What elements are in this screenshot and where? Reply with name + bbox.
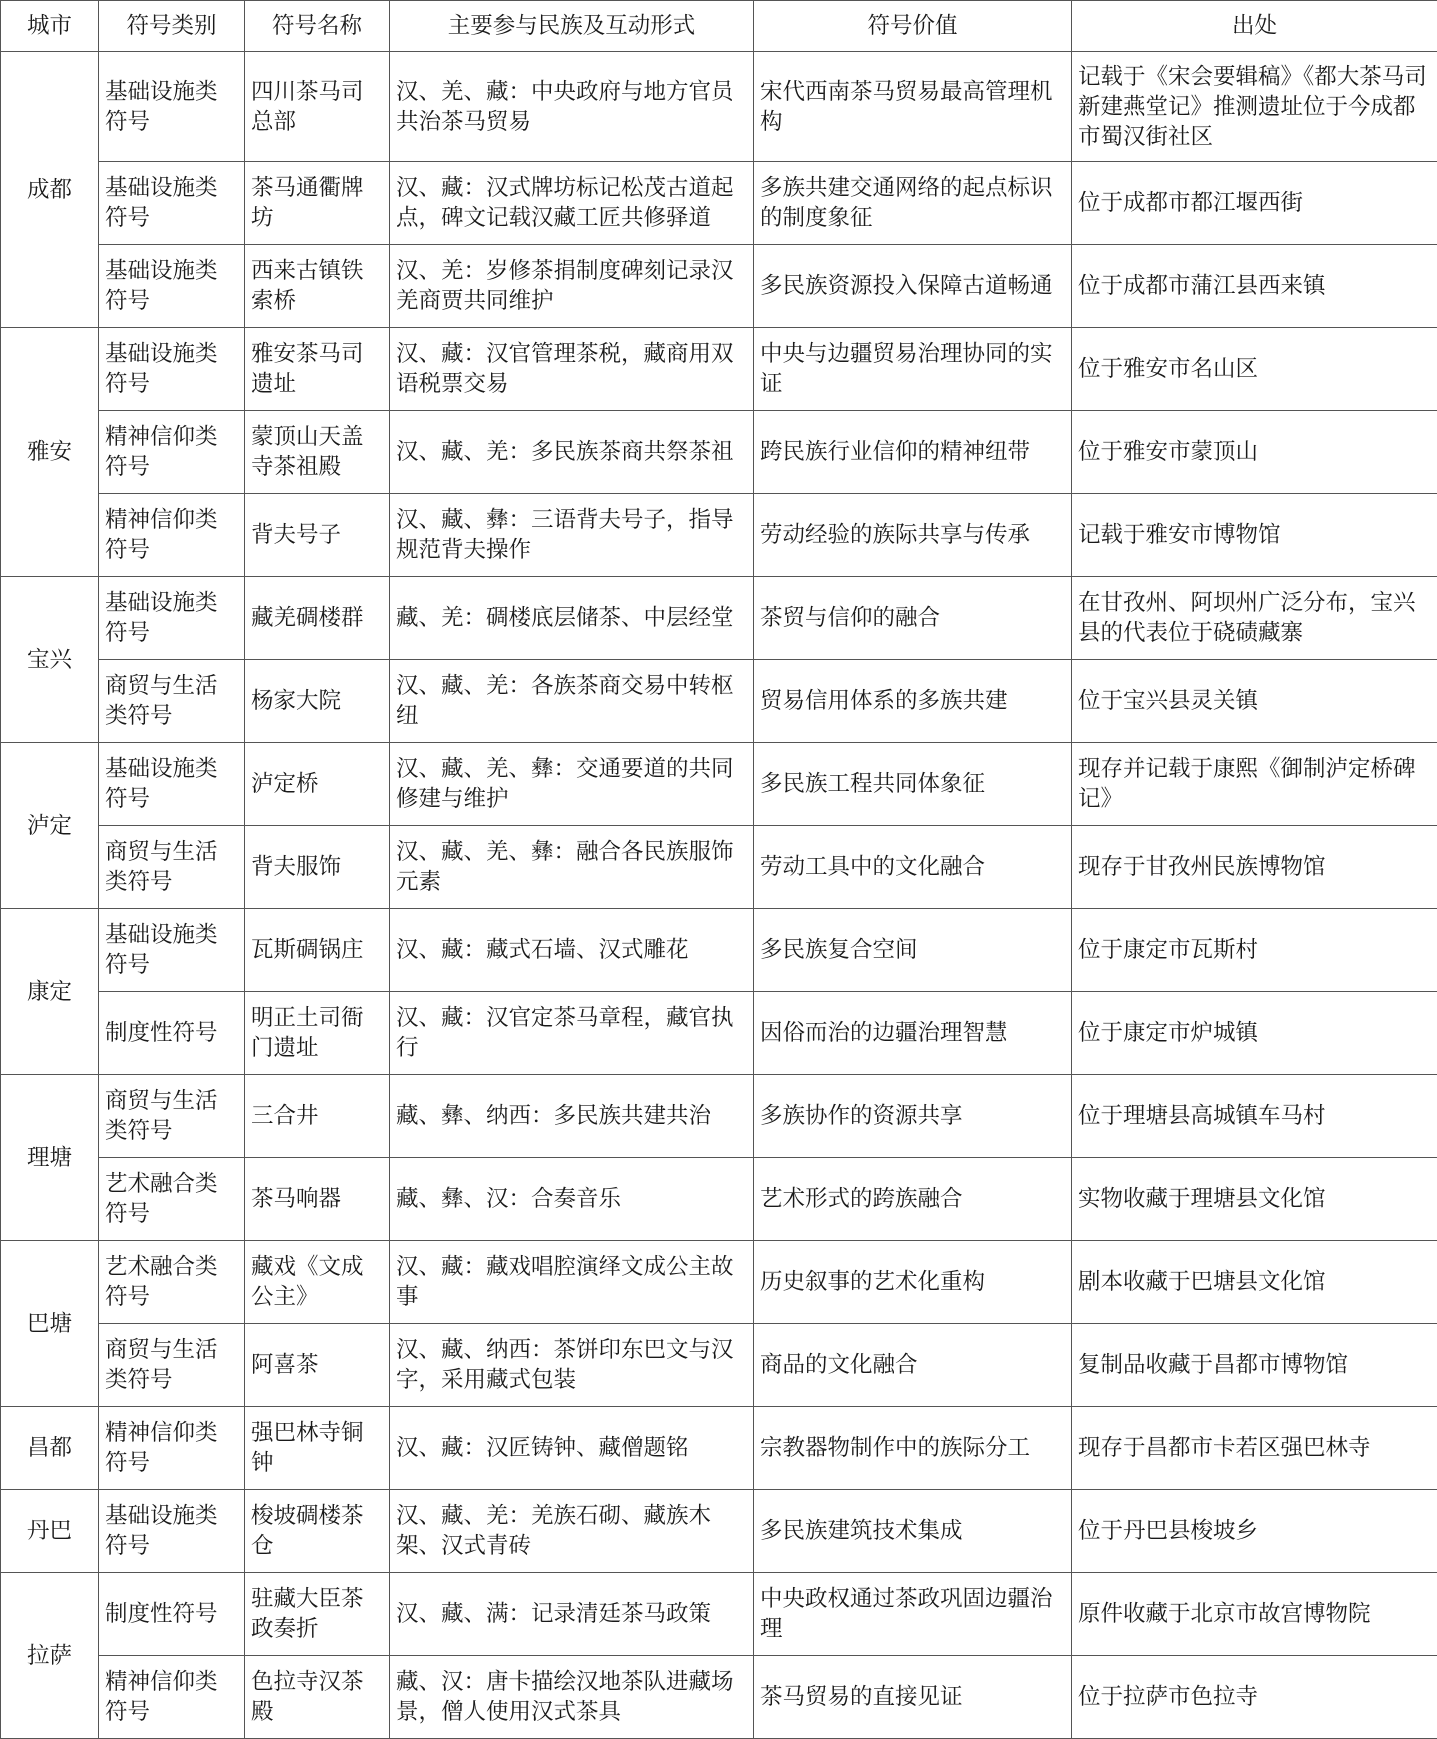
category-cell: 基础设施类符号 bbox=[99, 245, 245, 328]
category-cell: 商贸与生活类符号 bbox=[99, 1075, 245, 1158]
symbol-value-cell: 艺术形式的跨族融合 bbox=[754, 1158, 1072, 1241]
symbol-name-cell: 背夫服饰 bbox=[245, 826, 390, 909]
symbol-name-cell: 三合井 bbox=[245, 1075, 390, 1158]
city-cell: 康定 bbox=[1, 909, 99, 1075]
source-cell: 剧本收藏于巴塘县文化馆 bbox=[1072, 1241, 1437, 1324]
ethnic-interaction-cell: 汉、羌、藏：中央政府与地方官员共治茶马贸易 bbox=[390, 52, 754, 162]
symbol-value-cell: 多民族资源投入保障古道畅通 bbox=[754, 245, 1072, 328]
symbol-value-cell: 茶贸与信仰的融合 bbox=[754, 577, 1072, 660]
source-cell: 记载于《宋会要辑稿》《都大茶马司新建燕堂记》推测遗址位于今成都市蜀汉街社区 bbox=[1072, 52, 1437, 162]
symbol-name-cell: 藏戏《文成公主》 bbox=[245, 1241, 390, 1324]
ethnic-interaction-cell: 汉、藏、满：记录清廷茶马政策 bbox=[390, 1573, 754, 1656]
symbol-value-cell: 劳动工具中的文化融合 bbox=[754, 826, 1072, 909]
source-cell: 记载于雅安市博物馆 bbox=[1072, 494, 1437, 577]
symbol-value-cell: 多民族复合空间 bbox=[754, 909, 1072, 992]
source-cell: 复制品收藏于昌都市博物馆 bbox=[1072, 1324, 1437, 1407]
table-row bbox=[1, 577, 1437, 660]
ethnic-interaction-cell: 汉、藏、羌：多民族茶商共祭茶祖 bbox=[390, 411, 754, 494]
ethnic-interaction-cell: 汉、藏：藏戏唱腔演绎文成公主故事 bbox=[390, 1241, 754, 1324]
symbol-name-cell: 蒙顶山天盖寺茶祖殿 bbox=[245, 411, 390, 494]
category-cell: 制度性符号 bbox=[99, 1573, 245, 1656]
symbol-value-cell: 贸易信用体系的多族共建 bbox=[754, 660, 1072, 743]
source-cell: 位于宝兴县灵关镇 bbox=[1072, 660, 1437, 743]
symbol-name-cell: 杨家大院 bbox=[245, 660, 390, 743]
symbol-name-cell: 阿喜茶 bbox=[245, 1324, 390, 1407]
ethnic-interaction-cell: 汉、藏、羌：羌族石砌、藏族木架、汉式青砖 bbox=[390, 1490, 754, 1573]
ethnic-interaction-cell: 汉、藏：汉式牌坊标记松茂古道起点，碑文记载汉藏工匠共修驿道 bbox=[390, 162, 754, 245]
source-cell: 位于成都市蒲江县西来镇 bbox=[1072, 245, 1437, 328]
symbol-name-cell: 藏羌碉楼群 bbox=[245, 577, 390, 660]
header-symbol-name: 符号名称 bbox=[245, 1, 390, 52]
symbol-name-cell: 茶马响器 bbox=[245, 1158, 390, 1241]
category-cell: 精神信仰类符号 bbox=[99, 1656, 245, 1739]
table-row bbox=[1, 992, 1437, 1075]
city-cell: 巴塘 bbox=[1, 1241, 99, 1407]
ethnic-interaction-cell: 汉、藏：藏式石墙、汉式雕花 bbox=[390, 909, 754, 992]
category-cell: 精神信仰类符号 bbox=[99, 411, 245, 494]
table-row bbox=[1, 1075, 1437, 1158]
table-row bbox=[1, 909, 1437, 992]
table-row bbox=[1, 1656, 1437, 1739]
source-cell: 在甘孜州、阿坝州广泛分布，宝兴县的代表位于硗碛藏寨 bbox=[1072, 577, 1437, 660]
symbol-value-cell: 多族共建交通网络的起点标识的制度象征 bbox=[754, 162, 1072, 245]
category-cell: 基础设施类符号 bbox=[99, 743, 245, 826]
symbol-name-cell: 瓦斯碉锅庄 bbox=[245, 909, 390, 992]
city-cell: 丹巴 bbox=[1, 1490, 99, 1573]
symbol-value-cell: 商品的文化融合 bbox=[754, 1324, 1072, 1407]
category-cell: 基础设施类符号 bbox=[99, 52, 245, 162]
category-cell: 精神信仰类符号 bbox=[99, 494, 245, 577]
city-cell: 拉萨 bbox=[1, 1573, 99, 1739]
table-row bbox=[1, 1158, 1437, 1241]
table-row bbox=[1, 1241, 1437, 1324]
ethnic-interaction-cell: 汉、藏、彝：三语背夫号子，指导规范背夫操作 bbox=[390, 494, 754, 577]
symbol-name-cell: 背夫号子 bbox=[245, 494, 390, 577]
symbol-value-cell: 因俗而治的边疆治理智慧 bbox=[754, 992, 1072, 1075]
symbol-name-cell: 驻藏大臣茶政奏折 bbox=[245, 1573, 390, 1656]
source-cell: 位于理塘县高城镇车马村 bbox=[1072, 1075, 1437, 1158]
ethnic-interaction-cell: 藏、彝、纳西：多民族共建共治 bbox=[390, 1075, 754, 1158]
symbol-name-cell: 雅安茶马司遗址 bbox=[245, 328, 390, 411]
header-city: 城市 bbox=[1, 1, 99, 52]
table-row bbox=[1, 328, 1437, 411]
source-cell: 位于康定市炉城镇 bbox=[1072, 992, 1437, 1075]
table-row bbox=[1, 660, 1437, 743]
category-cell: 基础设施类符号 bbox=[99, 909, 245, 992]
symbol-name-cell: 明正土司衙门遗址 bbox=[245, 992, 390, 1075]
ethnic-interaction-cell: 汉、羌：岁修茶捐制度碑刻记录汉羌商贾共同维护 bbox=[390, 245, 754, 328]
header-category: 符号类别 bbox=[99, 1, 245, 52]
ethnic-interaction-cell: 汉、藏：汉匠铸钟、藏僧题铭 bbox=[390, 1407, 754, 1490]
category-cell: 基础设施类符号 bbox=[99, 577, 245, 660]
symbol-value-cell: 跨民族行业信仰的精神纽带 bbox=[754, 411, 1072, 494]
header-symbol-value: 符号价值 bbox=[754, 1, 1072, 52]
source-cell: 位于雅安市名山区 bbox=[1072, 328, 1437, 411]
category-cell: 基础设施类符号 bbox=[99, 328, 245, 411]
table-row bbox=[1, 1573, 1437, 1656]
city-cell: 昌都 bbox=[1, 1407, 99, 1490]
source-cell: 位于成都市都江堰西街 bbox=[1072, 162, 1437, 245]
symbol-name-cell: 西来古镇铁索桥 bbox=[245, 245, 390, 328]
category-cell: 艺术融合类符号 bbox=[99, 1158, 245, 1241]
source-cell: 位于雅安市蒙顶山 bbox=[1072, 411, 1437, 494]
symbol-name-cell: 泸定桥 bbox=[245, 743, 390, 826]
source-cell: 现存并记载于康熙《御制泸定桥碑记》 bbox=[1072, 743, 1437, 826]
ethnic-interaction-cell: 藏、彝、汉：合奏音乐 bbox=[390, 1158, 754, 1241]
table-row bbox=[1, 1407, 1437, 1490]
ethnic-interaction-cell: 藏、汉：唐卡描绘汉地茶队进藏场景，僧人使用汉式茶具 bbox=[390, 1656, 754, 1739]
symbol-name-cell: 茶马通衢牌坊 bbox=[245, 162, 390, 245]
symbol-name-cell: 四川茶马司总部 bbox=[245, 52, 390, 162]
symbol-value-cell: 中央政权通过茶政巩固边疆治理 bbox=[754, 1573, 1072, 1656]
source-cell: 位于康定市瓦斯村 bbox=[1072, 909, 1437, 992]
symbol-value-cell: 中央与边疆贸易治理协同的实证 bbox=[754, 328, 1072, 411]
symbol-value-cell: 多族协作的资源共享 bbox=[754, 1075, 1072, 1158]
source-cell: 位于拉萨市色拉寺 bbox=[1072, 1656, 1437, 1739]
source-cell: 现存于甘孜州民族博物馆 bbox=[1072, 826, 1437, 909]
symbol-value-cell: 茶马贸易的直接见证 bbox=[754, 1656, 1072, 1739]
table-row bbox=[1, 1490, 1437, 1573]
table-row bbox=[1, 826, 1437, 909]
city-cell: 理塘 bbox=[1, 1075, 99, 1241]
category-cell: 基础设施类符号 bbox=[99, 162, 245, 245]
category-cell: 制度性符号 bbox=[99, 992, 245, 1075]
symbol-name-cell: 色拉寺汉茶殿 bbox=[245, 1656, 390, 1739]
city-cell: 泸定 bbox=[1, 743, 99, 909]
table-row bbox=[1, 1324, 1437, 1407]
source-cell: 现存于昌都市卡若区强巴林寺 bbox=[1072, 1407, 1437, 1490]
city-cell: 宝兴 bbox=[1, 577, 99, 743]
ethnic-interaction-cell: 汉、藏、羌、彝：融合各民族服饰元素 bbox=[390, 826, 754, 909]
ethnic-interaction-cell: 汉、藏、羌：各族茶商交易中转枢纽 bbox=[390, 660, 754, 743]
city-cell: 雅安 bbox=[1, 328, 99, 577]
source-cell: 实物收藏于理塘县文化馆 bbox=[1072, 1158, 1437, 1241]
symbol-value-cell: 宗教器物制作中的族际分工 bbox=[754, 1407, 1072, 1490]
city-cell: 成都 bbox=[1, 52, 99, 328]
category-cell: 商贸与生活类符号 bbox=[99, 660, 245, 743]
ethnic-interaction-cell: 汉、藏：汉官管理茶税，藏商用双语税票交易 bbox=[390, 328, 754, 411]
category-cell: 商贸与生活类符号 bbox=[99, 826, 245, 909]
symbol-value-cell: 劳动经验的族际共享与传承 bbox=[754, 494, 1072, 577]
category-cell: 基础设施类符号 bbox=[99, 1490, 245, 1573]
table-row bbox=[1, 743, 1437, 826]
symbol-value-cell: 历史叙事的艺术化重构 bbox=[754, 1241, 1072, 1324]
table-row bbox=[1, 245, 1437, 328]
symbol-value-cell: 多民族建筑技术集成 bbox=[754, 1490, 1072, 1573]
table-row bbox=[1, 162, 1437, 245]
table-row bbox=[1, 494, 1437, 577]
table-row bbox=[1, 52, 1437, 162]
table-row bbox=[1, 411, 1437, 494]
ethnic-interaction-cell: 汉、藏：汉官定茶马章程，藏官执行 bbox=[390, 992, 754, 1075]
ethnic-interaction-cell: 汉、藏、纳西：茶饼印东巴文与汉字，采用藏式包装 bbox=[390, 1324, 754, 1407]
category-cell: 精神信仰类符号 bbox=[99, 1407, 245, 1490]
header-row bbox=[1, 1, 1437, 52]
header-ethnic-interaction: 主要参与民族及互动形式 bbox=[390, 1, 754, 52]
ethnic-interaction-cell: 藏、羌：碉楼底层储茶、中层经堂 bbox=[390, 577, 754, 660]
symbol-name-cell: 强巴林寺铜钟 bbox=[245, 1407, 390, 1490]
category-cell: 艺术融合类符号 bbox=[99, 1241, 245, 1324]
symbol-name-cell: 梭坡碉楼茶仓 bbox=[245, 1490, 390, 1573]
source-cell: 原件收藏于北京市故宫博物院 bbox=[1072, 1573, 1437, 1656]
source-cell: 位于丹巴县梭坡乡 bbox=[1072, 1490, 1437, 1573]
symbol-value-cell: 宋代西南茶马贸易最高管理机构 bbox=[754, 52, 1072, 162]
category-cell: 商贸与生活类符号 bbox=[99, 1324, 245, 1407]
header-source: 出处 bbox=[1072, 1, 1437, 52]
ethnic-interaction-cell: 汉、藏、羌、彝：交通要道的共同修建与维护 bbox=[390, 743, 754, 826]
symbol-value-cell: 多民族工程共同体象征 bbox=[754, 743, 1072, 826]
